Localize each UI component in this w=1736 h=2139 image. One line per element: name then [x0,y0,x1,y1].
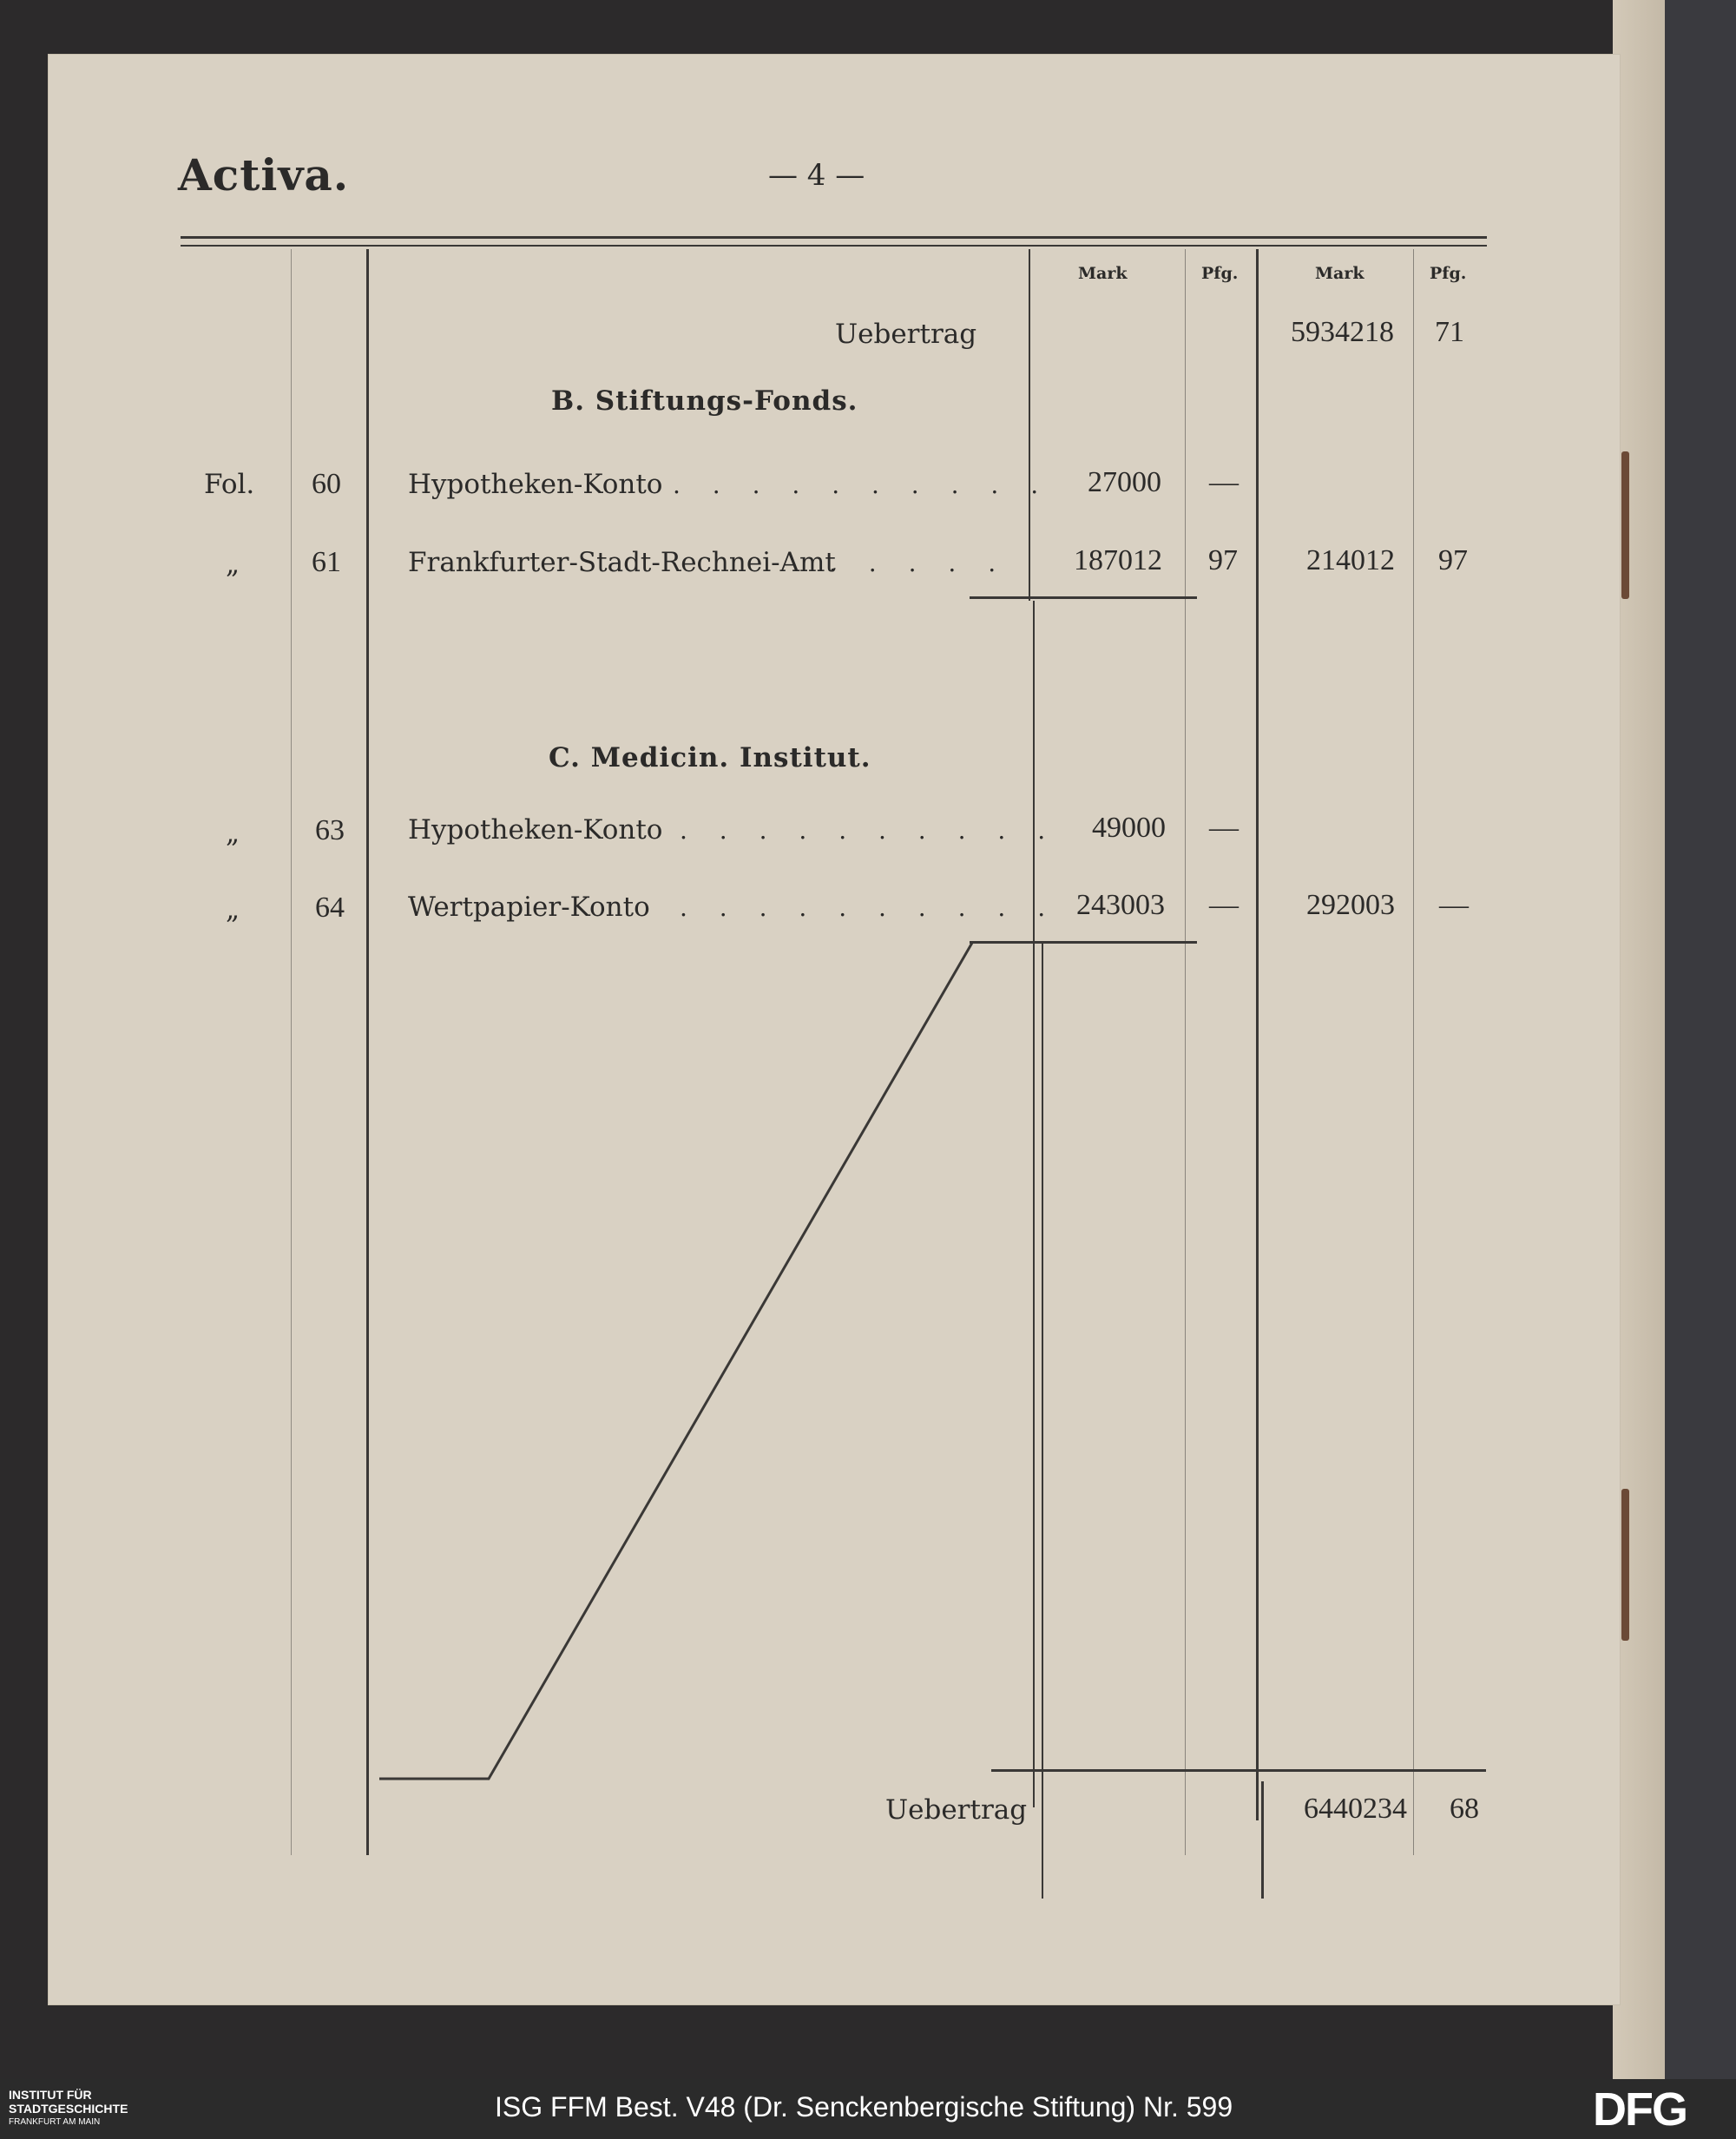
dot-leader: . . . . . . . . . . [673,471,1051,499]
column-header-mark: Mark [1078,264,1128,283]
folio-label: Fol. [204,469,255,500]
carry-out-mark: 6440234 [1304,1793,1407,1825]
amount-mark: 243003 [1076,889,1165,921]
account-name: Hypotheken-Konto [408,814,663,846]
amount-pfg: — [1209,466,1239,498]
folio-number: 64 [315,892,345,924]
folio-label: „ [226,549,240,580]
column-header-pfg: Pfg. [1201,264,1239,283]
folio-label: „ [226,818,240,849]
amount-mark: 27000 [1088,466,1161,498]
column-header-mark: Mark [1315,264,1364,283]
section-total-pfg: 97 [1438,544,1468,576]
section-title: C. Medicin. Institut. [549,742,871,773]
folio-label: „ [226,894,240,925]
account-name: Hypotheken-Konto [408,469,663,500]
column-header-pfg: Pfg. [1430,264,1467,283]
amount-pfg: 97 [1208,544,1238,576]
archive-footer [0,2079,1736,2139]
carry-in-mark: 5934218 [1291,316,1394,348]
staple [1621,1489,1629,1641]
carry-out-pfg: 68 [1450,1793,1479,1825]
institute-logo: INSTITUT FÜR STADTGESCHICHTE FRANKFURT AM MAIN [9,2088,128,2127]
folio-number: 63 [315,814,345,846]
dfg-logo: DFG [1593,2083,1687,2136]
amount-pfg: — [1209,812,1239,844]
carry-out-label: Uebertrag [885,1794,1028,1826]
amount-mark: 49000 [1092,812,1166,844]
page-side-label: Activa. [178,149,350,201]
folio-number: 61 [312,546,341,578]
carry-in-pfg: 71 [1435,316,1464,348]
amount-pfg: — [1209,889,1239,921]
archive-caption: ISG FFM Best. V48 (Dr. Senckenbergische Stiftung) Nr. 599 [495,2091,1233,2123]
folio-number: 60 [312,468,341,500]
account-name: Frankfurter-Stadt-Rechnei-Amt [408,547,836,578]
section-total-pfg: — [1439,889,1469,921]
carry-in-label: Uebertrag [835,319,977,350]
dot-leader: . . . . . . . . . . [680,893,1058,922]
section-total-mark: 214012 [1306,544,1395,576]
ledger-page [48,54,1621,2005]
cancellation-stroke [48,54,1621,2005]
dot-leader: . . . . . . . . . . [680,816,1058,845]
background-edge [1665,0,1736,2079]
dot-leader: . . . . . [829,549,1009,577]
book-spine [1613,0,1665,2079]
staple [1621,451,1629,599]
page-number: — 4 — [768,158,865,193]
bottom-rule [991,1769,1486,1772]
account-name: Wertpapier-Konto [408,892,650,923]
amount-mark: 187012 [1074,544,1162,576]
section-total-mark: 292003 [1306,889,1395,921]
section-title: B. Stiftungs-Fonds. [551,385,858,417]
